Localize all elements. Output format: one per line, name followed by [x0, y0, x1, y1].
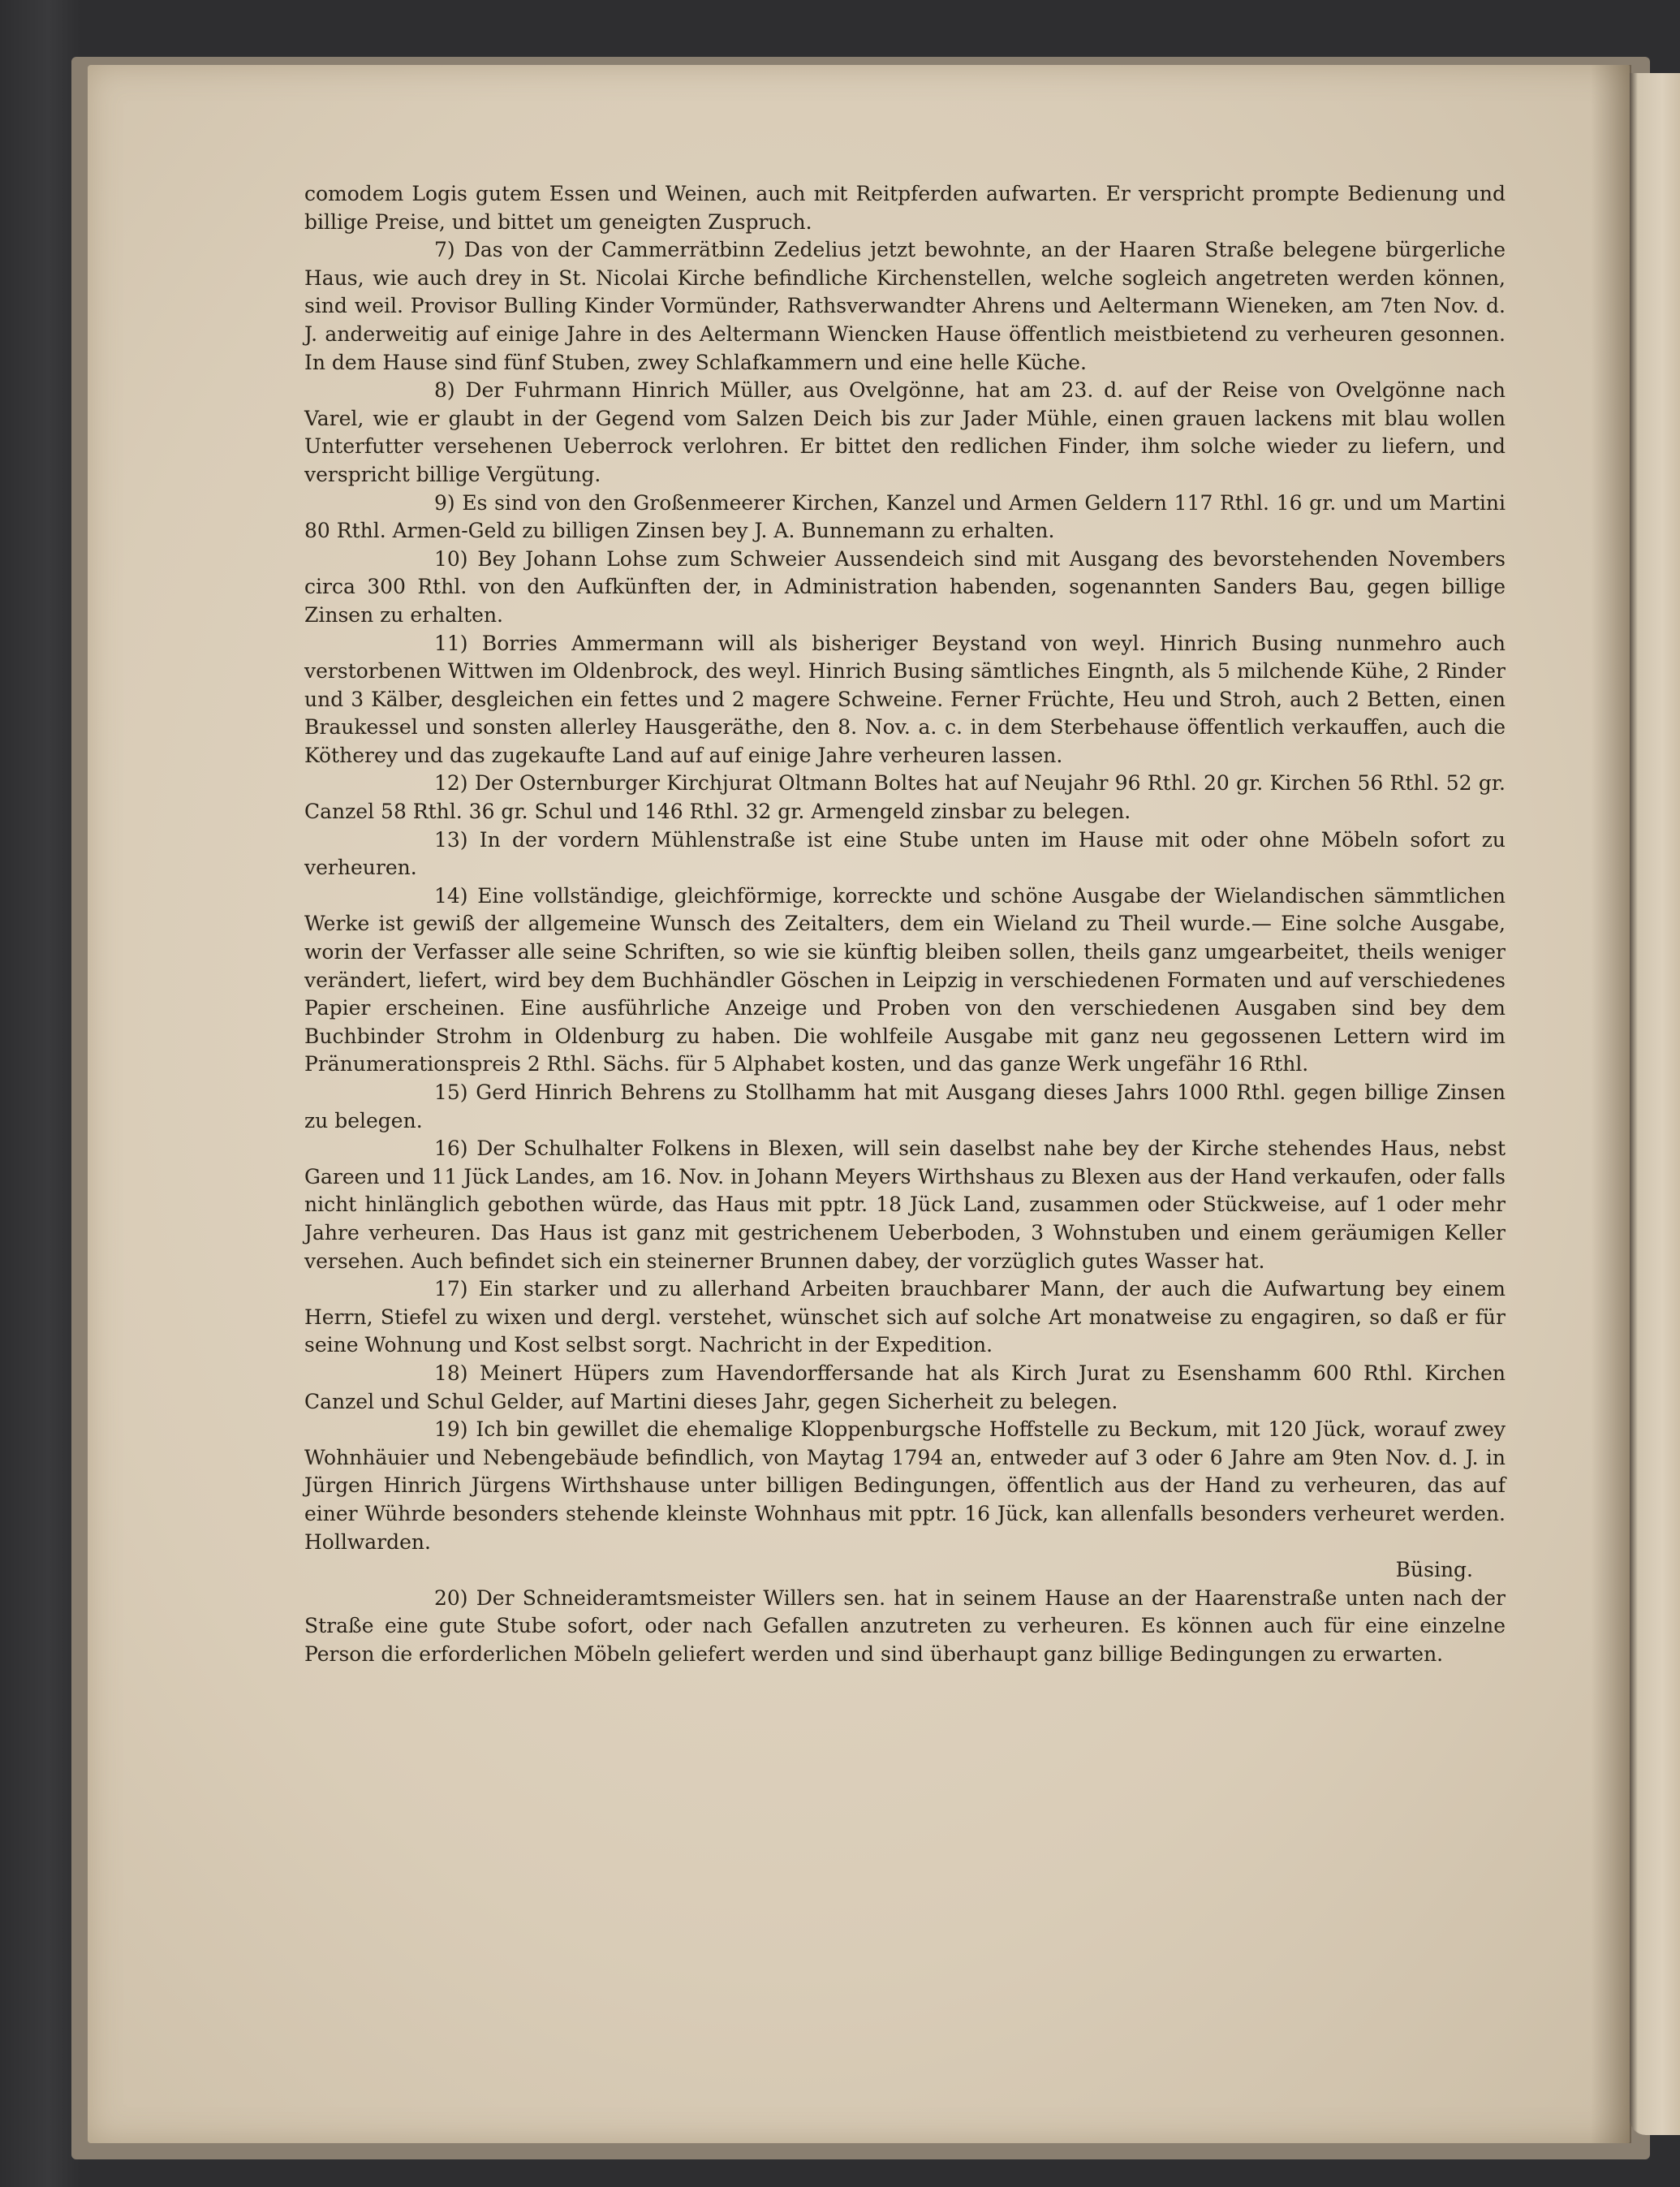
entry-19: 19) Ich bin gewillet die ehemalige Kloppenburgsche Hoffstelle zu Beckum, mit 120 Jück, worauf zwey Wohnhäuier und Nebengebäude befindlich, von Maytag 1794 an, entweder auf 3 oder 6 Jahre am 9ten Nov. d. J. in Jürgen Hinrich Jürgens Wirthshause unter billigen Bedingungen, öffentlich aus der Hand zu verheuren, das auf einer Wührde besonders stehende kleinste Wohnhaus mit pptr. 16 Jück, kan allenfalls besonders verheuret werden. Hollwarden.: [304, 1417, 1506, 1554]
binding-shadow: [1591, 65, 1631, 2143]
entry-12: 12) Der Osternburger Kirchjurat Oltmann Boltes hat auf Neujahr 96 Rthl. 20 gr. Kirchen 56 Rthl. 52 gr. Canzel 58 Rthl. 36 gr. Schul und 146 Rthl. 32 gr. Armengeld zinsbar zu belegen.: [304, 771, 1506, 824]
entry-16: 16) Der Schulhalter Folkens in Blexen, will sein daselbst nahe bey der Kirche stehendes Haus, nebst Gareen und 11 Jück Landes, am 16. Nov. in Johann Meyers Wirthshaus zu Blexen aus der Hand verkaufen, oder falls nicht hinlänglich gebothen würde, das Haus mit pptr. 18 Jück Land, zusammen oder Stückweise, auf 1 oder mehr Jahre verheuren. Das Haus ist ganz mit gestrichenem Ueberboden, 3 Wohnstuben und einem geräumigen Keller versehen. Auch befindet sich ein steinerner Brunnen dabey, der vorzüglich gutes Wasser hat.: [304, 1137, 1506, 1273]
entry-15: 15) Gerd Hinrich Behrens zu Stollhamm hat mit Ausgang dieses Jahrs 1000 Rthl. gegen billige Zinsen zu belegen.: [304, 1081, 1506, 1132]
entry-7: 7) Das von der Cammerrätbinn Zedelius jetzt bewohnte, an der Haaren Straße belegene bürgerliche Haus, wie auch drey in St. Nicolai Kirche befindliche Kirchenstellen, welche sogleich angetreten werden können, sind weil. Provisor Bulling Kinder Vormünder, Rathsverwandter Ahrens und Aeltermann Wieneken, am 7ten Nov. d. J. anderweitig auf einige Jahre in des Aeltermann Wiencken Hause öffentlich meistbietend zu verheuren gesonnen. In dem Hause sind fünf Stuben, zwey Schlafkammern und eine helle Küche.: [304, 238, 1506, 374]
entry-17: 17) Ein starker und zu allerhand Arbeiten brauchbarer Mann, der auch die Aufwartung bey einem Herrn, Stiefel zu wixen und dergl. verstehet, wünschet sich auf solche Art monatweise zu engagiren, so daß er für seine Wohnung und Kost selbst sorgt. Nachricht in der Expedition.: [304, 1277, 1506, 1357]
entry-8: 8) Der Fuhrmann Hinrich Müller, aus Ovelgönne, hat am 23. d. auf der Reise von Ovelgönne nach Varel, wie er glaubt in der Gegend vom Salzen Deich bis zur Jader Mühle, einen grauen lackens mit blau wollen Unterfutter versehenen Ueberrock verlohren. Er bittet den redlichen Finder, ihm solche wieder zu liefern, und verspricht billige Vergütung.: [304, 378, 1506, 486]
entry-14: 14) Eine vollständige, gleichförmige, korreckte und schöne Ausgabe der Wielandischen sämmtlichen Werke ist gewiß der allgemeine Wunsch des Zeitalters, dem ein Wieland zu Theil wurde.— Eine solche Ausgabe, worin der Verfasser alle seine Schriften, so wie sie künftig bleiben sollen, theils ganz umgearbeitet, theils weniger verändert, liefert, wird bey dem Buchhändler Göschen in Leipzig in verschiedenen Formaten und auf verschiedenes Papier erscheinen. Eine ausführliche Anzeige und Proben von den verschiedenen Ausgaben sind bey dem Buchbinder Strohm in Oldenburg zu haben. Die wohlfeile Ausgabe mit ganz neu gegossenen Lettern wird im Pränumerationspreis 2 Rthl. Sächs. für 5 Alphabet kosten, und das ganze Werk ungefähr 16 Rthl.: [304, 883, 1506, 1076]
entry-10: 10) Bey Johann Lohse zum Schweier Aussendeich sind mit Ausgang des bevorstehenden Novembers circa 300 Rthl. von den Aufkünften der, in Administration habenden, sogenannten Sanders Bau, gegen billige Zinsen zu erhalten.: [304, 546, 1506, 627]
entry-9: 9) Es sind von den Großenmeerer Kirchen, Kanzel und Armen Geldern 117 Rthl. 16 gr. und um Martini 80 Rthl. Armen-Geld zu billigen Zinsen bey J. A. Bunnemann zu erhalten.: [304, 490, 1506, 543]
entry-continuation: comodem Logis gutem Essen und Weinen, auch mit Reitpferden aufwarten. Er verspricht prompte Bedienung und billige Preise, und bittet um geneigten Zuspruch.: [304, 182, 1506, 234]
entry-18: 18) Meinert Hüpers zum Havendorffersande hat als Kirch Jurat zu Esenshamm 600 Rthl. Kirchen Canzel und Schul Gelder, auf Martini dieses Jahr, gegen Sicherheit zu belegen.: [304, 1361, 1506, 1413]
entry-20: 20) Der Schneideramtsmeister Willers sen. hat in seinem Hause an der Haarenstraße unten nach der Straße eine gute Stube sofort, oder nach Gefallen anzutreten zu verheuren. Es können auch für eine einzelne Person die erforderlichen Möbeln geliefert werden und sind überhaupt ganz billige Bedingungen zu erwarten.: [304, 1585, 1506, 1666]
document-text: [304, 180, 1506, 1668]
next-page-edge: [1630, 73, 1680, 2135]
entry-11: 11) Borries Ammermann will als bisheriger Beystand von weyl. Hinrich Busing nunmehro auch verstorbenen Wittwen im Oldenbrock, des weyl. Hinrich Busing sämtliches Eingnth, als 5 milchende Kühe, 2 Rinder und 3 Kälber, desgleichen ein fettes und 2 magere Schweine. Ferner Früchte, Heu und Stroh, auch 2 Betten, einen Braukessel und sonsten allerley Hausgeräthe, den 8. Nov. a. c. in dem Sterbehause öffentlich verkauffen, auch die Kötherey und das zugekaufte Land auf auf einige Jahre verheuren lassen.: [304, 631, 1506, 767]
entry-13: 13) In der vordern Mühlenstraße ist eine Stube unten im Hause mit oder ohne Möbeln sofort zu verheuren.: [304, 827, 1506, 880]
entry-19-signature: Büsing.: [1395, 1558, 1473, 1582]
